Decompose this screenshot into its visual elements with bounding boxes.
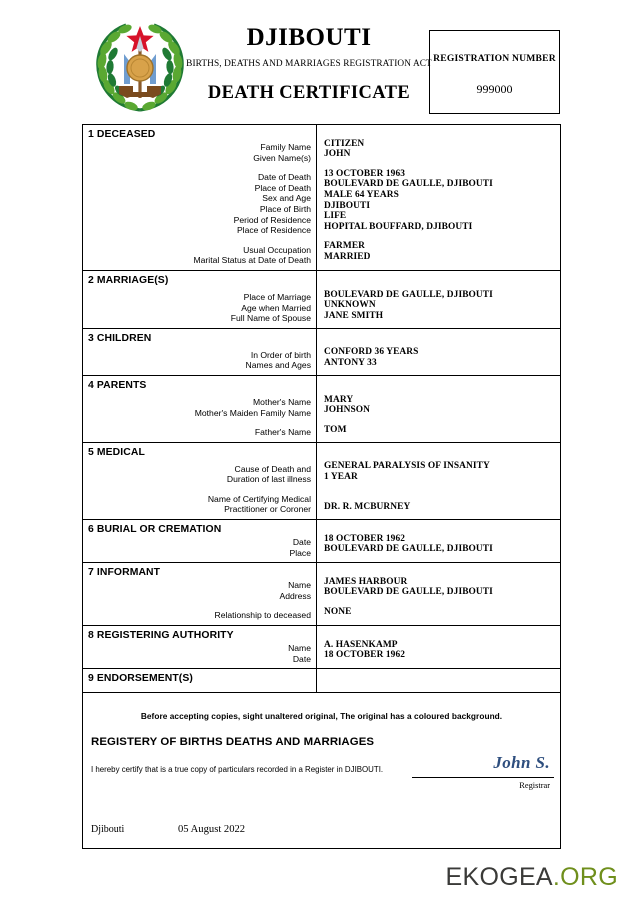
label-mothers-maiden-family-name: Mother's Maiden Family Name [194, 407, 311, 418]
label-mothers-name: Mother's Name [253, 396, 311, 407]
section-registering-authority-heading: 8 REGISTERING AUTHORITY [88, 630, 234, 642]
section-endorsements [83, 669, 560, 693]
section-informant-values [317, 563, 560, 625]
value-names-and-ages: ANTONY 33 [324, 357, 377, 368]
value-place-of-marriage: BOULEVARD DE GAULLE, DJIBOUTI [324, 289, 493, 300]
value-authority-date: 18 OCTOBER 1962 [324, 650, 406, 661]
country-title: DJIBOUTI [246, 24, 372, 51]
ekogea-watermark [446, 863, 619, 892]
section-burial-labels [83, 520, 317, 562]
value-given-names: JOHN [324, 149, 351, 160]
header-titles [186, 18, 432, 104]
footer-date: 05 August 2022 [178, 824, 246, 836]
value-date-of-death: 13 OCTOBER 1963 [324, 168, 406, 179]
section-endorsements-values [317, 669, 560, 692]
section-deceased-labels [83, 125, 317, 270]
registration-number-box [429, 30, 560, 114]
value-cause-of-death: GENERAL PARALYSIS OF INSANITY [324, 461, 490, 472]
value-family-name: CITIZEN [324, 138, 365, 149]
value-duration-of-illness: 1 YEAR [324, 471, 358, 482]
value-in-order-of-birth: CONFORD 36 YEARS [324, 347, 419, 358]
label-period-of-residence: Period of Residence [233, 214, 311, 225]
label-given-names: Given Name(s) [253, 152, 311, 163]
section-marriages-labels [83, 271, 317, 328]
label-certifier-line1: Name of Certifying Medical [207, 493, 311, 504]
section-parents [83, 376, 560, 443]
label-in-order-of-birth: In Order of birth [250, 349, 311, 360]
section-marriages [83, 271, 560, 329]
value-mothers-name: MARY [324, 394, 354, 405]
section-medical-heading: 5 MEDICAL [88, 446, 145, 458]
watermark-suffix: .ORG [552, 863, 618, 891]
certificate-table [82, 124, 561, 849]
label-burial-place: Place [289, 547, 311, 558]
registry-title: REGISTERY OF BIRTHS DEATHS AND MARRIAGES [91, 736, 375, 749]
section-registering-authority-values [317, 626, 560, 668]
label-age-when-married: Age when Married [241, 302, 311, 313]
label-place-of-marriage: Place of Marriage [243, 291, 311, 302]
section-burial [83, 520, 560, 563]
label-place-of-birth: Place of Birth [259, 203, 311, 214]
certification-area [83, 753, 560, 821]
footer-place: Djibouti [91, 824, 125, 836]
value-certifier-name: DR. R. MCBURNEY [324, 502, 411, 513]
signature-area [412, 751, 554, 790]
section-children-values [317, 329, 560, 375]
section-deceased-values [317, 125, 560, 270]
section-burial-values [317, 520, 560, 562]
section-children [83, 329, 560, 376]
section-marriages-values [317, 271, 560, 328]
section-registering-authority-labels [83, 626, 317, 668]
value-blank-medical [324, 491, 555, 502]
section-marriages-heading: 2 MARRIAGE(S) [88, 274, 169, 286]
certificate-header [82, 12, 562, 120]
document-title: DEATH CERTIFICATE [207, 82, 411, 103]
section-endorsements-labels [83, 669, 317, 692]
label-full-name-of-spouse: Full Name of Spouse [230, 313, 311, 324]
copy-notice: Before accepting copies, sight unaltered original, The original has a coloured background. [140, 711, 503, 722]
label-burial-date: Date [292, 537, 311, 548]
value-place-of-death: BOULEVARD DE GAULLE, DJIBOUTI [324, 179, 493, 190]
label-cause-of-death-line2: Duration of last illness [226, 474, 311, 485]
label-names-and-ages: Names and Ages [245, 360, 311, 371]
section-deceased [83, 125, 560, 271]
label-informant-name: Name [288, 580, 311, 591]
value-endorsements [324, 672, 555, 683]
section-medical-values [317, 443, 560, 519]
value-place-of-residence: HOPITAL BOUFFARD, DJIBOUTI [324, 221, 473, 232]
label-informant-relationship: Relationship to deceased [214, 610, 311, 621]
value-informant-relationship: NONE [324, 607, 352, 618]
label-date-of-death: Date of Death [257, 172, 311, 183]
registration-number-label: REGISTRATION NUMBER [433, 53, 556, 64]
registrar-label: Registrar [519, 781, 550, 791]
section-informant-labels [83, 563, 317, 625]
registrar-signature: John S. [493, 753, 550, 773]
value-full-name-of-spouse: JANE SMITH [324, 310, 384, 321]
value-age-when-married: UNKNOWN [324, 300, 376, 311]
signature-line [412, 777, 554, 778]
section-children-labels [83, 329, 317, 375]
section-parents-heading: 4 PARENTS [88, 379, 147, 391]
value-marital-status: MARRIED [324, 251, 371, 262]
label-authority-date: Date [292, 653, 311, 664]
watermark-name: EKOGEA [445, 863, 553, 891]
value-usual-occupation: FARMER [324, 241, 366, 252]
registration-number-value: 999000 [476, 82, 513, 96]
label-place-of-death: Place of Death [254, 182, 311, 193]
label-place-of-residence: Place of Residence [236, 225, 311, 236]
section-children-heading: 3 CHILDREN [88, 332, 152, 344]
certificate-footer-block [83, 711, 560, 848]
label-informant-address: Address [279, 590, 311, 601]
value-burial-date: 18 OCTOBER 1962 [324, 533, 406, 544]
value-fathers-name: TOM [324, 424, 347, 435]
section-parents-values [317, 376, 560, 442]
label-family-name: Family Name [260, 142, 311, 152]
value-place-of-birth: DJIBOUTI [324, 200, 371, 211]
section-medical [83, 443, 560, 520]
section-deceased-heading: 1 DECEASED [88, 129, 156, 140]
value-period-of-residence: LIFE [324, 211, 347, 222]
section-informant-heading: 7 INFORMANT [88, 567, 161, 579]
section-medical-labels [83, 443, 317, 519]
label-certifier-line2: Practitioner or Coroner [224, 504, 311, 515]
label-sex-and-age: Sex and Age [262, 193, 311, 204]
value-burial-place: BOULEVARD DE GAULLE, DJIBOUTI [324, 544, 493, 555]
section-registering-authority [83, 626, 560, 669]
label-fathers-name: Father's Name [254, 427, 311, 438]
section-endorsements-heading: 9 ENDORSEMENT(S) [88, 673, 193, 685]
footer-place-date-row [83, 824, 560, 848]
certification-text: I hereby certify that is a true copy of particulars recorded in a Register in DJIBOUTI. [91, 765, 384, 775]
value-sex-and-age: MALE 64 YEARS [324, 189, 399, 200]
section-informant [83, 563, 560, 626]
label-marital-status: Marital Status at Date of Death [193, 255, 311, 266]
value-mothers-maiden-family-name: JOHNSON [324, 405, 371, 416]
value-informant-name: JAMES HARBOUR [324, 576, 408, 587]
label-cause-of-death-line1: Cause of Death and [234, 463, 311, 474]
section-burial-heading: 6 BURIAL OR CREMATION [88, 524, 222, 536]
label-usual-occupation: Usual Occupation [243, 244, 311, 255]
label-authority-name: Name [288, 643, 311, 654]
act-subtitle: BIRTHS, DEATHS AND MARRIAGES REGISTRATION ACT [186, 58, 432, 69]
section-parents-labels [83, 376, 317, 442]
value-authority-name: A. HASENKAMP [324, 639, 398, 650]
value-informant-address: BOULEVARD DE GAULLE, DJIBOUTI [324, 587, 493, 598]
